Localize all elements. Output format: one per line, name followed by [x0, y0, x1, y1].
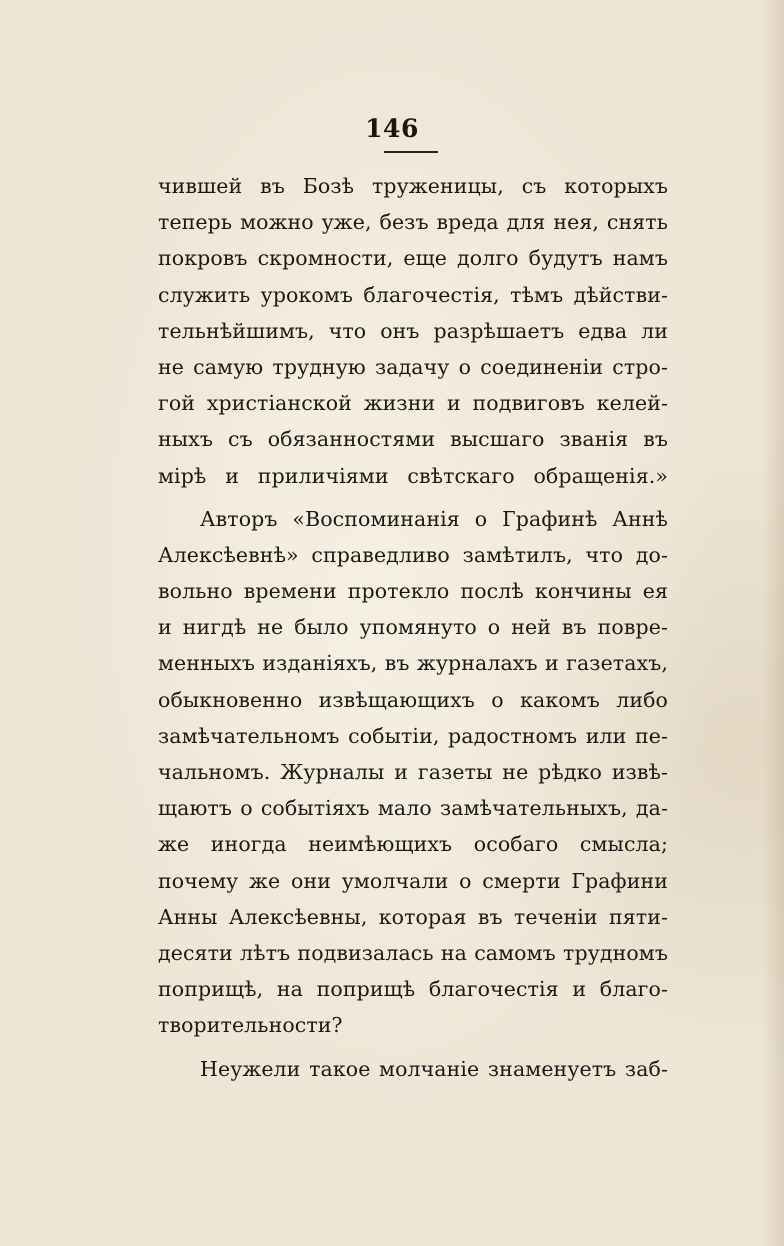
- paragraph-gap: [158, 1044, 668, 1051]
- page-number: 146: [365, 114, 419, 143]
- text-line: чальномъ. Журналы и газеты не рѣдко извѣ-: [158, 760, 668, 784]
- body-text: [158, 168, 668, 1087]
- text-line: теперь можно уже, безъ вреда для нея, снять: [158, 210, 668, 235]
- text-line: Алексѣевнѣ» справедливо замѣтилъ, что до-: [158, 542, 668, 567]
- text-line: ныхъ съ обязанностями высшаго званія въ: [158, 427, 668, 452]
- text-line: служить урокомъ благочестія, тѣмъ дѣйстви-: [158, 282, 668, 307]
- text-line: творительности?: [158, 1013, 343, 1038]
- text-line: же иногда неимѣющихъ особаго смысла;: [158, 832, 668, 857]
- text-line: Неужели такое молчаніе знаменуетъ заб-: [200, 1056, 668, 1081]
- text-line: покровъ скромности, еще долго будутъ намъ: [158, 246, 668, 271]
- page-edge-shadow: [762, 0, 784, 1246]
- text-line: поприщѣ, на поприщѣ благочестія и благо-: [158, 977, 668, 1002]
- text-line: тельнѣйшимъ, что онъ разрѣшаетъ едва ли: [158, 318, 668, 343]
- text-line: и нигдѣ не было упомянуто о ней въ повре-: [158, 615, 668, 640]
- text-line: мірѣ и приличіями свѣтскаго обращенія.»: [158, 463, 668, 488]
- text-line: десяти лѣтъ подвизалась на самомъ трудномъ: [158, 940, 668, 965]
- paragraph-gap: [158, 494, 668, 501]
- text-line: вольно времени протекло послѣ кончины ея: [158, 579, 668, 604]
- text-line: чившей въ Бозѣ труженицы, съ которыхъ: [158, 174, 668, 198]
- text-line: щаютъ о событіяхъ мало замѣчательныхъ, да-: [158, 796, 668, 821]
- text-line: Анны Алексѣевны, которая въ теченіи пяти-: [158, 904, 668, 929]
- text-line: Авторъ «Воспоминанія о Графинѣ Аннѣ: [200, 506, 668, 531]
- text-line: гой христіанской жизни и подвиговъ келей-: [158, 391, 668, 416]
- text-line: обыкновенно извѣщающихъ о какомъ либо: [158, 687, 668, 712]
- text-line: почему же они умолчали о смерти Графини: [158, 868, 668, 893]
- page-number-underline: [384, 151, 438, 153]
- text-line: не самую трудную задачу о соединеніи стро-: [158, 354, 668, 379]
- text-line: менныхъ изданіяхъ, въ журналахъ и газетахъ,: [158, 651, 668, 676]
- text-line: замѣчательномъ событіи, радостномъ или пе-: [158, 723, 668, 748]
